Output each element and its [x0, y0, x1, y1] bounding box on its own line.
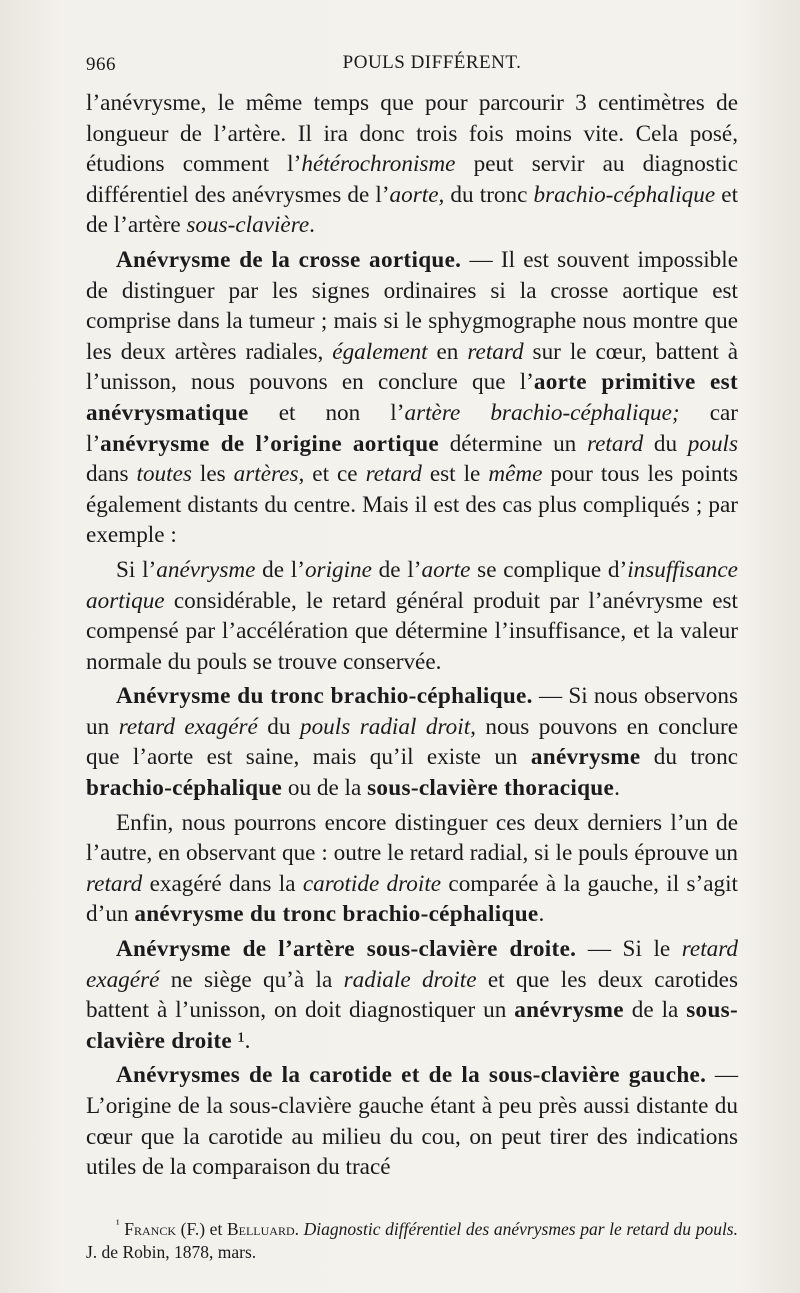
italic-term: retard: [365, 461, 422, 488]
text-run: les: [191, 461, 234, 488]
section-heading: Anévrysme de la crosse aortique.: [116, 246, 462, 273]
text-run: J. de Robin, 1878, mars.: [86, 1241, 257, 1262]
bold-term: aorte primitive est anévrysmatique: [86, 369, 738, 426]
text-run: .: [309, 212, 315, 239]
text-run: du: [643, 430, 688, 457]
paragraph-crosse-aortique: [86, 245, 738, 551]
section-heading: Anévrysmes de la carotide et de la sous-clavière gauche.: [116, 1062, 707, 1089]
italic-term: retard: [86, 870, 143, 897]
italic-term: hétérochronisme: [301, 151, 456, 178]
footnote-author: Belluard: [226, 1218, 295, 1239]
paragraph-tronc-brachio: [86, 681, 738, 803]
italic-term: pouls radial droit,: [299, 713, 476, 740]
text-run: ne siège qu’à la: [159, 966, 344, 993]
text-run: .: [294, 1218, 304, 1239]
body-text: [86, 88, 738, 1183]
text-run: en: [427, 338, 468, 365]
footnote-title: Diagnostic différentiel des anévrysmes par le retard du pouls.: [303, 1218, 738, 1239]
text-run: et non l’: [248, 399, 405, 426]
bold-term: brachio-céphalique: [86, 775, 283, 802]
running-head: [86, 0, 738, 82]
text-run: se complique d’: [470, 556, 628, 583]
footnote-mark: ¹: [116, 1216, 120, 1231]
text-run: Enfin, nous pourrons encore distinguer ces deux derniers l’un de l’autre, en observant que : outre le retard radial, si le pouls éprouve un: [86, 809, 738, 867]
text-run: — Si nous observons un: [86, 683, 738, 740]
italic-term: retard: [467, 338, 524, 365]
italic-term: aorte: [421, 556, 471, 583]
text-run: du: [257, 713, 300, 740]
text-run: .: [538, 901, 545, 928]
text-run: détermine un: [439, 430, 587, 457]
italic-term: également: [332, 338, 428, 365]
footnote: [86, 1213, 738, 1264]
text-run: (F.) et: [176, 1218, 227, 1239]
paragraph-intro: [86, 88, 738, 241]
text-run: exagéré dans la: [142, 870, 303, 897]
bold-term: sous-clavière droite: [86, 997, 738, 1054]
text-run: car l’: [86, 399, 738, 457]
bold-term: anévrysme de l’origine aortique: [100, 430, 440, 457]
paragraph-carotide-gauche: [86, 1060, 738, 1182]
italic-term: anévrysme: [156, 556, 256, 583]
text-run: nous pouvons en conclure que l’aorte est saine, mais qu’il existe un: [86, 713, 739, 771]
italic-term: origine: [304, 556, 372, 583]
page-number: 966: [86, 54, 116, 75]
text-run: dans: [86, 461, 137, 488]
text-run: peut servir au diagnostic différentiel des anévrysmes de l’: [86, 151, 738, 208]
text-run: et que les deux carotides battent à l’unisson, on doit diagnostiquer un: [86, 966, 738, 1024]
bold-term: anévrysme: [530, 744, 641, 771]
text-run: — Si le: [576, 936, 682, 963]
text-run: comparée à la gauche, il s’agit d’un: [86, 870, 738, 928]
italic-term: retard exagéré: [118, 713, 258, 740]
italic-term: radiale droite: [343, 966, 477, 993]
text-run: et de l’artère: [86, 181, 739, 239]
text-run: sur le cœur, battent à l’unisson, nous pouvons en conclure que l’: [86, 338, 739, 396]
paragraph-enfin: [86, 808, 738, 930]
italic-term: toutes: [136, 461, 192, 488]
text-run: est le: [421, 461, 489, 488]
text-run: .: [614, 775, 620, 802]
bold-term: anévrysme du tronc brachio-céphalique: [134, 901, 539, 928]
text-run: pour tous les points également distants du centre. Mais il est des cas plus compliqués ; par exemple :: [86, 461, 738, 549]
section-heading: Anévrysme de l’artère sous-clavière droite.: [116, 936, 577, 963]
text-run: du tronc: [640, 744, 738, 771]
bold-term: anévrysme: [514, 997, 624, 1024]
paragraph-insuffisance: [86, 555, 738, 677]
paragraph-sous-claviere-droite: [86, 934, 738, 1056]
italic-term: retard: [586, 430, 644, 457]
footnote-author: Franck: [124, 1218, 177, 1239]
italic-term: carotide droite: [302, 870, 442, 897]
text-run: de l’: [255, 556, 305, 583]
footnote-ref[interactable]: ¹.: [231, 1027, 251, 1054]
italic-term: retard exagéré: [86, 936, 738, 993]
text-run: ou de la: [282, 775, 368, 802]
text-run: l’anévrysme, le même temps que pour parcourir 3 centimètres de longueur de l’artère. Il ira donc trois fois moins vite. Cela posé, étudions comment l’: [86, 90, 738, 178]
section-heading: Anévrysme du tronc brachio-céphalique.: [116, 683, 533, 710]
italic-term: artère brachio-céphalique;: [404, 399, 680, 426]
text-run: — L’origine de la sous-clavière gauche étant à peu près aussi distante du cœur que la carotide au milieu du cou, on peut tirer des indications utiles de la comparaison du tracé: [86, 1062, 738, 1181]
text-run: et ce: [304, 461, 366, 488]
text-run: considérable, le retard général produit par l’anévrysme est compensé par l’accélération que détermine l’insuffisance, et la valeur normale du pouls se trouve conservée.: [86, 587, 738, 675]
text-run: Si l’: [116, 556, 157, 583]
text-run: du tronc: [444, 181, 534, 208]
bold-term: sous-clavière thoracique: [367, 775, 615, 802]
italic-term: aorte,: [389, 181, 445, 208]
text-run: de l’: [371, 556, 422, 583]
italic-term: artères,: [233, 461, 305, 488]
italic-term: pouls: [687, 430, 738, 457]
italic-term: brachio-céphalique: [533, 181, 716, 208]
text-run: de la: [623, 997, 687, 1024]
italic-term: sous-clavière: [186, 212, 310, 239]
italic-term: même: [488, 461, 543, 488]
italic-term: insuffisance aortique: [86, 556, 738, 614]
running-title: POULS DIFFÉRENT.: [342, 52, 522, 73]
text-run: — Il est souvent impossible de distinguer par les signes ordinaires si la crosse aortique est comprise dans la tumeur ; mais si le sphygmographe nous montre que les deux artères radiales,: [86, 246, 738, 365]
